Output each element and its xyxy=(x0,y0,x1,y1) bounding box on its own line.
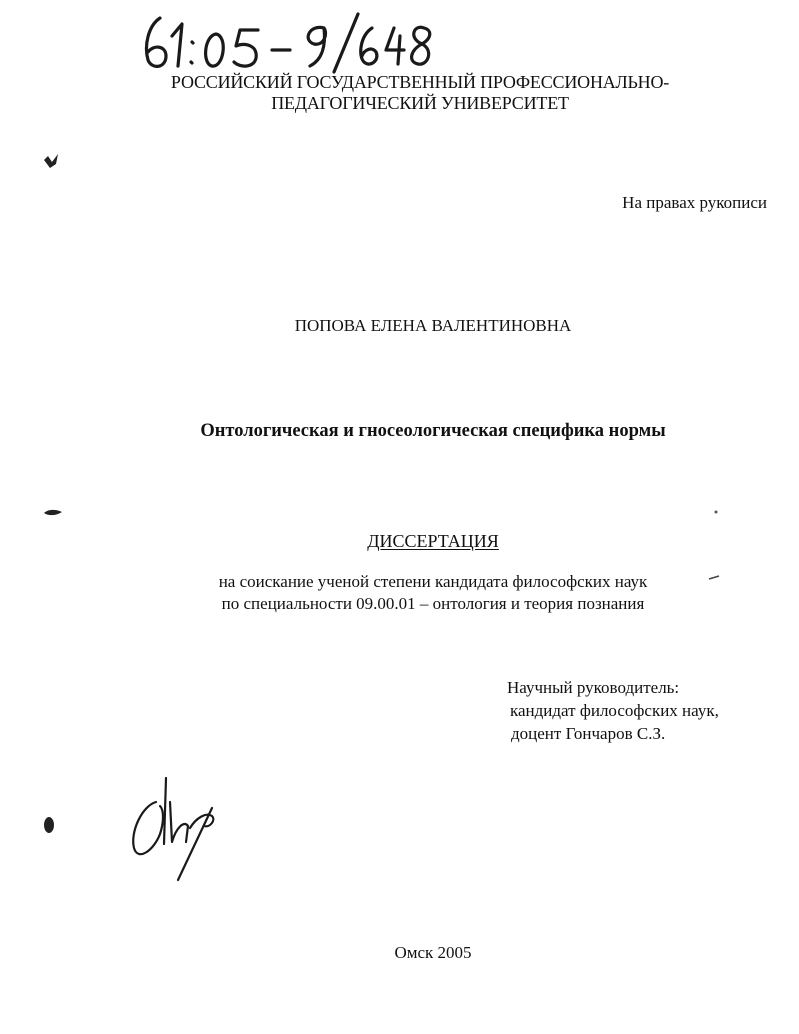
advisor-name: доцент Гончаров С.З. xyxy=(511,724,666,743)
document-type: ДИССЕРТАЦИЯ xyxy=(367,531,499,551)
scan-speck xyxy=(42,506,64,520)
dissertation-title: Онтологическая и гносеологическая специфика нормы xyxy=(200,421,666,441)
degree-purpose-line-2: по специальности 09.00.01 – онтология и теория познания xyxy=(221,594,645,613)
scan-speck xyxy=(40,150,62,172)
scientific-advisor xyxy=(507,676,719,745)
university-name xyxy=(150,72,690,114)
degree-purpose xyxy=(150,571,716,615)
author-name: ПОПОВА ЕЛЕНА ВАЛЕНТИНОВНА xyxy=(294,316,572,335)
university-name-line-2: ПЕДАГОГИЧЕСКИЙ УНИВЕРСИТЕТ xyxy=(271,93,569,113)
manuscript-rights-note: На правах рукописи xyxy=(622,193,767,212)
degree-purpose-line-1: на соискание ученой степени кандидата философских наук xyxy=(218,572,648,591)
advisor-degree: кандидат философских наук, xyxy=(510,701,719,720)
handwritten-signature xyxy=(120,772,230,882)
handwritten-catalog-code xyxy=(138,6,438,76)
city-and-year: Омск 2005 xyxy=(394,943,472,962)
advisor-label: Научный руководитель: xyxy=(507,678,680,697)
scan-speck xyxy=(42,815,56,835)
scan-speck xyxy=(712,508,720,516)
university-name-line-1: РОССИЙСКИЙ ГОСУДАРСТВЕННЫЙ ПРОФЕССИОНАЛЬНО- xyxy=(170,72,670,92)
